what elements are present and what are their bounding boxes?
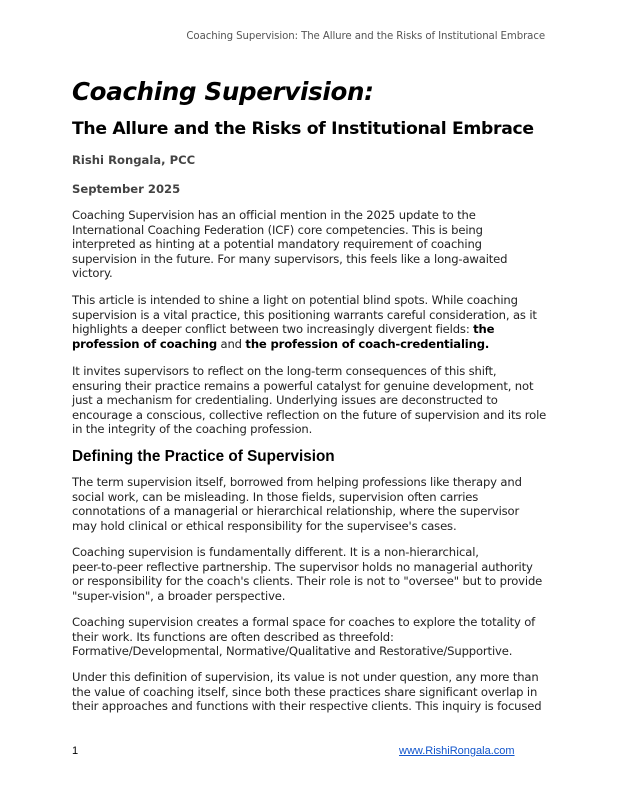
text-line: Formative/Developmental, Normative/Qualitative and Restorative/Supportive. <box>72 644 513 659</box>
website-link[interactable]: www.RishiRongala.com <box>399 745 515 757</box>
text-line: interpreted as hinting at a potential mandatory requirement of coaching <box>72 237 482 252</box>
text-line: their approaches and functions with their respective clients. This inquiry is focused <box>72 699 542 714</box>
text-line: social work, can be misleading. In those fields, supervision often carries <box>72 489 479 504</box>
page-number: 1 <box>72 745 79 757</box>
text-line: Coaching supervision creates a formal space for coaches to explore the totality of <box>72 615 536 629</box>
text-line: their work. Its functions are often described as threefold: <box>72 629 394 644</box>
text-line: just a mechanism for credentialing. Underlying issues are deconstructed to <box>72 393 498 408</box>
text-line: or responsibility for the coach's clients. Their role is not to "oversee" but to provide <box>72 574 543 589</box>
text-segment: highlights a deeper conflict between two increasingly divergent fields: <box>72 322 474 337</box>
section-paragraph-3 <box>72 615 535 659</box>
intro-paragraph-2 <box>72 293 537 351</box>
text-line: International Coaching Federation (ICF) core competencies. This is being <box>72 222 483 237</box>
text-line: Coaching supervision is fundamentally different. It is a non-hierarchical, <box>72 545 479 559</box>
emphasis-the: the <box>473 322 495 337</box>
emphasis-profession-of-coaching: profession of coaching <box>72 336 217 351</box>
document-title: Coaching Supervision: <box>72 77 374 106</box>
text-line: It invites supervisors to reflect on the long-term consequences of this shift, <box>72 364 497 378</box>
text-line: The term supervision itself, borrowed from helping professions like therapy and <box>72 475 522 489</box>
section-paragraph-4 <box>72 670 541 714</box>
running-header: Coaching Supervision: The Allure and the Risks of Institutional Embrace <box>186 31 545 42</box>
text-line: the value of coaching itself, since both these practices share significant overlap in <box>72 684 538 699</box>
text-line: encourage a conscious, collective reflection on the future of supervision and its role <box>72 407 547 422</box>
publication-date: September 2025 <box>72 182 181 196</box>
text-line <box>72 337 537 352</box>
text-line: supervision is a vital practice, this positioning warrants careful consideration, as it <box>72 307 537 322</box>
intro-paragraph-1 <box>72 208 507 281</box>
section-paragraph-1 <box>72 475 522 533</box>
author-name: Rishi Rongala, PCC <box>72 153 196 167</box>
text-line: may hold clinical or ethical responsibility for the supervisee's cases. <box>72 518 457 533</box>
text-line: Under this definition of supervision, its value is not under question, any more than <box>72 670 539 684</box>
section-paragraph-2 <box>72 545 542 603</box>
emphasis-profession-of-coach-credentialing: the profession of coach-credentialing. <box>245 336 490 351</box>
text-line: peer-to-peer reflective partnership. The supervisor holds no managerial authority <box>72 559 533 574</box>
text-line: connotations of a managerial or hierarchical relationship, where the supervisor <box>72 504 520 519</box>
intro-paragraph-3 <box>72 364 546 437</box>
text-line: ensuring their practice remains a powerful catalyst for genuine development, not <box>72 378 534 393</box>
text-line: in the integrity of the coaching profession. <box>72 422 313 437</box>
text-line: supervision in the future. For many supervisors, this feels like a long-awaited <box>72 251 508 266</box>
text-segment: and <box>216 336 246 351</box>
section-heading: Defining the Practice of Supervision <box>72 448 335 465</box>
text-line: victory. <box>72 266 113 281</box>
text-line: This article is intended to shine a light on potential blind spots. While coaching <box>72 293 518 307</box>
text-line: Coaching Supervision has an official mention in the 2025 update to the <box>72 208 476 222</box>
document-subtitle: The Allure and the Risks of Institutional Embrace <box>72 119 534 139</box>
text-line: "super-vision", a broader perspective. <box>72 588 286 603</box>
text-line <box>72 322 537 337</box>
